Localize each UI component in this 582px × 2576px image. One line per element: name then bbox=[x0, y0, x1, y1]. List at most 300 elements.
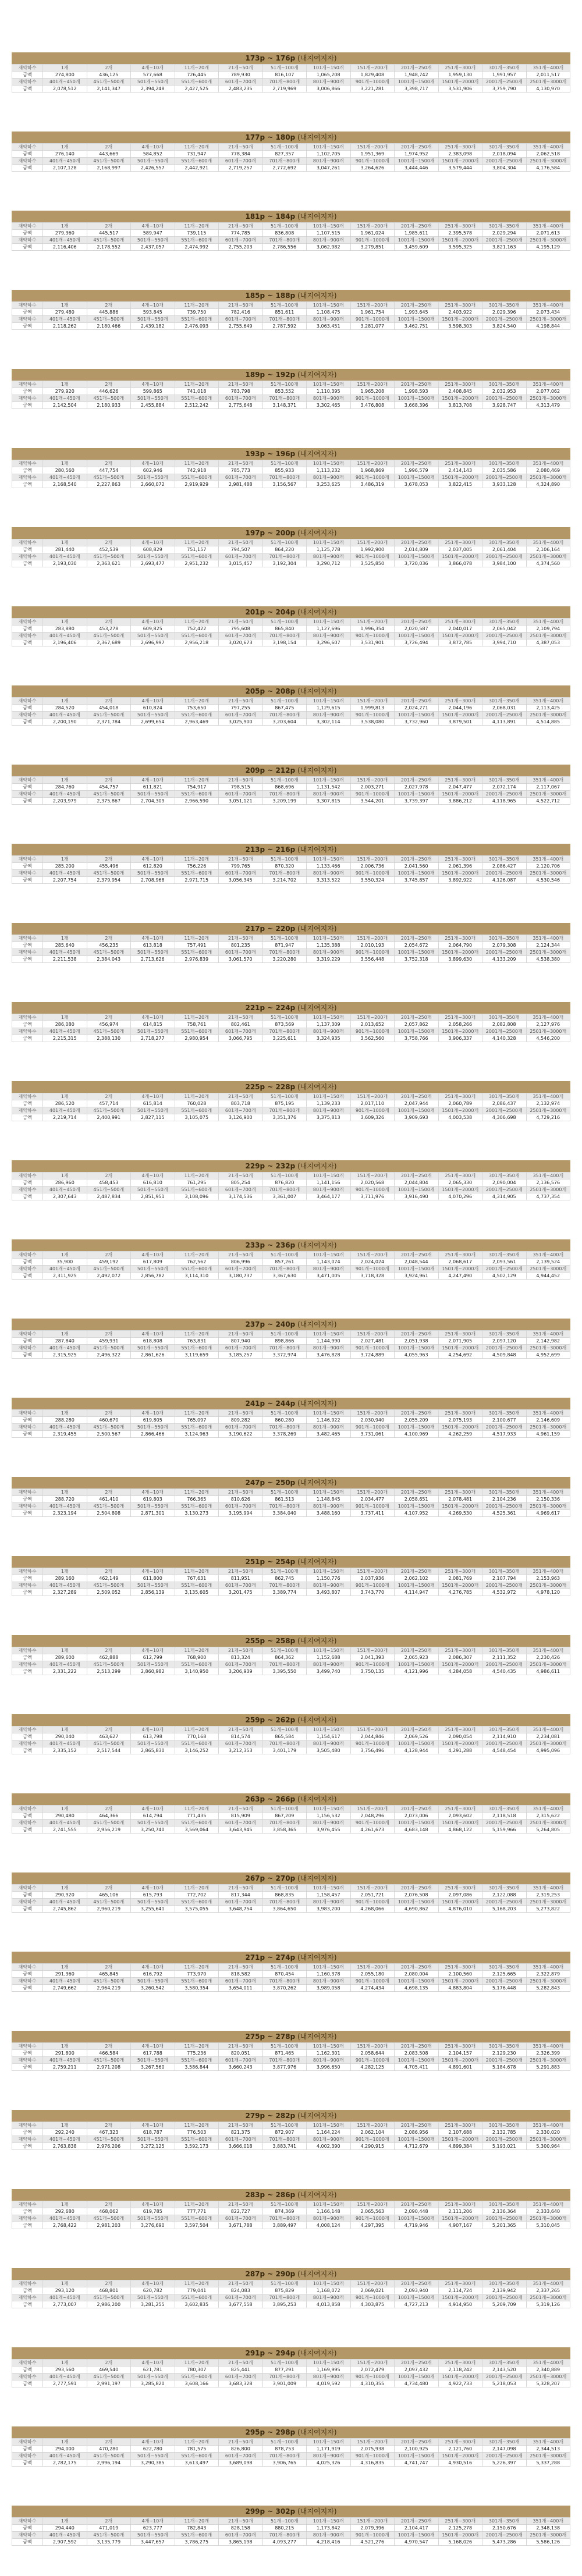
amount-cell: 3,025,900 bbox=[219, 719, 263, 726]
period-cell: 11개~20개 bbox=[175, 1410, 219, 1417]
period-cell: 201개~250개 bbox=[395, 1885, 439, 1892]
amount-cell: 2,211,538 bbox=[43, 956, 87, 963]
period-cell: 301개~350개 bbox=[482, 144, 527, 151]
period-cell: 2개 bbox=[87, 460, 131, 467]
period-cell: 451개~500개 bbox=[87, 1186, 131, 1193]
amount-cell: 762,562 bbox=[175, 1259, 219, 1266]
period-cell: 2개 bbox=[87, 2439, 131, 2446]
period-cell: 2개 bbox=[87, 65, 131, 72]
period-cell: 451개~500개 bbox=[87, 1740, 131, 1747]
amount-cell: 1,166,148 bbox=[307, 2208, 351, 2215]
amount-cell: 4,374,560 bbox=[526, 560, 570, 567]
amount-cell: 3,324,935 bbox=[307, 1035, 351, 1042]
period-cell: 601개~700개 bbox=[219, 2453, 263, 2460]
period-cell: 2501개~3000개 bbox=[526, 1503, 570, 1510]
section-title: 299p ~ 302p bbox=[245, 2507, 296, 2515]
period-cell: 451개~500개 bbox=[87, 2294, 131, 2301]
amount-cell: 2,118,242 bbox=[438, 2367, 482, 2374]
period-cell: 51개~100개 bbox=[262, 2122, 307, 2129]
section-title: 173p ~ 176p bbox=[245, 54, 296, 62]
period-cell: 2001개~2500개 bbox=[482, 1266, 527, 1273]
amount-cell: 2,773,007 bbox=[43, 2301, 87, 2308]
period-cell: 1501개~2000개 bbox=[438, 1345, 482, 1352]
period-cell: 401개~450개 bbox=[43, 2374, 87, 2380]
amount-cell: 4,729,216 bbox=[526, 1114, 570, 1121]
amount-cell: 855,933 bbox=[262, 467, 307, 474]
period-cell: 2개 bbox=[87, 1964, 131, 1971]
row-label-period: 재약하수 bbox=[12, 2374, 43, 2380]
period-cell: 501개~550개 bbox=[131, 949, 175, 956]
period-cell: 601개~700개 bbox=[219, 474, 263, 481]
row-label-period: 재약하수 bbox=[12, 1964, 43, 1971]
period-cell: 451개~500개 bbox=[87, 949, 131, 956]
period-cell: 301개~350개 bbox=[482, 1093, 527, 1100]
period-cell: 251개~300개 bbox=[438, 2280, 482, 2287]
amount-cell: 2,960,219 bbox=[87, 1906, 131, 1913]
period-cell: 2501개~3000개 bbox=[526, 1740, 570, 1747]
row-label-period: 재약하수 bbox=[12, 1661, 43, 1668]
period-cell: 2개 bbox=[87, 539, 131, 546]
amount-cell: 821,375 bbox=[219, 2129, 263, 2136]
section-title: 205p ~ 208p bbox=[245, 687, 296, 695]
amount-cell: 865,840 bbox=[262, 626, 307, 633]
amount-cell: 3,444,446 bbox=[395, 165, 439, 172]
amount-cell: 3,550,324 bbox=[350, 877, 395, 884]
period-cell: 401개~450개 bbox=[43, 395, 87, 402]
period-row bbox=[12, 237, 570, 244]
period-cell: 551개~600개 bbox=[175, 633, 219, 639]
amount-cell: 1,173,842 bbox=[307, 2525, 351, 2532]
amount-cell: 4,268,066 bbox=[350, 1906, 395, 1913]
amount-cell: 1,143,074 bbox=[307, 1259, 351, 1266]
amount-cell: 2,215,315 bbox=[43, 1035, 87, 1042]
period-cell: 501개~550개 bbox=[131, 158, 175, 165]
amount-cell: 880,215 bbox=[262, 2525, 307, 2532]
period-cell: 4개~10개 bbox=[131, 1252, 175, 1259]
period-row bbox=[12, 2374, 570, 2380]
amount-cell: 2,047,477 bbox=[438, 784, 482, 791]
amount-cell: 1,948,742 bbox=[395, 72, 439, 79]
period-row bbox=[12, 1503, 570, 1510]
amount-cell: 2,991,197 bbox=[87, 2380, 131, 2387]
section-title: 251p ~ 254p bbox=[245, 1558, 296, 1566]
price-table bbox=[12, 1805, 570, 1834]
amount-cell: 741,018 bbox=[175, 388, 219, 395]
period-cell: 501개~550개 bbox=[131, 1899, 175, 1906]
period-cell: 351개~400개 bbox=[526, 460, 570, 467]
period-cell: 901개~1000개 bbox=[350, 2215, 395, 2222]
amount-cell: 3,556,448 bbox=[350, 956, 395, 963]
amount-cell: 3,296,607 bbox=[307, 639, 351, 646]
amount-cell: 617,788 bbox=[131, 2050, 175, 2057]
period-cell: 11개~20개 bbox=[175, 2201, 219, 2208]
period-cell: 801개~900개 bbox=[307, 712, 351, 719]
section-unit-label: (내지여지자) bbox=[297, 54, 337, 62]
period-cell: 901개~1000개 bbox=[350, 2453, 395, 2460]
price-table bbox=[12, 855, 570, 884]
period-cell: 51개~100개 bbox=[262, 1568, 307, 1575]
row-label-amount: 금액 bbox=[12, 1654, 43, 1661]
row-label-period: 재약하수 bbox=[12, 2294, 43, 2301]
amount-cell: 2,029,396 bbox=[482, 309, 527, 316]
period-row bbox=[12, 158, 570, 165]
amount-cell: 3,759,790 bbox=[482, 86, 527, 93]
period-cell: 51개~100개 bbox=[262, 2043, 307, 2050]
amount-cell: 2,081,769 bbox=[438, 1575, 482, 1582]
amount-cell: 5,218,053 bbox=[482, 2380, 527, 2387]
row-label-amount: 금액 bbox=[12, 2301, 43, 2308]
period-cell: 201개~250개 bbox=[395, 2360, 439, 2367]
period-cell: 501개~550개 bbox=[131, 1582, 175, 1589]
period-cell: 2001개~2500개 bbox=[482, 2294, 527, 2301]
row-label-period: 재약하수 bbox=[12, 856, 43, 863]
price-table bbox=[12, 143, 570, 172]
period-cell: 701개~800개 bbox=[262, 2057, 307, 2064]
amount-cell: 3,983,200 bbox=[307, 1906, 351, 1913]
row-label-amount: 금액 bbox=[12, 323, 43, 330]
period-cell: 1개 bbox=[43, 1014, 87, 1021]
amount-cell: 2,100,677 bbox=[482, 1417, 527, 1424]
period-cell: 21개~50개 bbox=[219, 1252, 263, 1259]
period-cell: 301개~350개 bbox=[482, 65, 527, 72]
period-cell: 451개~500개 bbox=[87, 316, 131, 323]
amount-row bbox=[12, 2208, 570, 2215]
row-label-period: 재약하수 bbox=[12, 2280, 43, 2287]
section-unit-label: (내지여지자) bbox=[297, 687, 337, 695]
amount-cell: 3,994,710 bbox=[482, 639, 527, 646]
amount-cell: 2,227,863 bbox=[87, 481, 131, 488]
amount-cell: 3,906,765 bbox=[262, 2460, 307, 2467]
amount-cell: 2,041,560 bbox=[395, 863, 439, 870]
price-table bbox=[12, 2122, 570, 2150]
amount-cell: 742,918 bbox=[175, 467, 219, 474]
amount-cell: 797,255 bbox=[219, 705, 263, 712]
period-cell: 601개~700개 bbox=[219, 1503, 263, 1510]
period-cell: 2501개~3000개 bbox=[526, 1186, 570, 1193]
section-title: 181p ~ 184p bbox=[245, 212, 296, 221]
row-label-amount: 금액 bbox=[12, 1338, 43, 1345]
period-cell: 601개~700개 bbox=[219, 1740, 263, 1747]
period-row bbox=[12, 2215, 570, 2222]
amount-cell: 2,178,552 bbox=[87, 244, 131, 251]
amount-cell: 878,753 bbox=[262, 2446, 307, 2453]
period-cell: 501개~550개 bbox=[131, 870, 175, 877]
amount-cell: 462,888 bbox=[87, 1654, 131, 1661]
period-row bbox=[12, 223, 570, 230]
amount-cell: 2,755,649 bbox=[219, 323, 263, 330]
amount-cell: 785,773 bbox=[219, 467, 263, 474]
amount-cell: 871,947 bbox=[262, 942, 307, 949]
amount-row bbox=[12, 719, 570, 726]
amount-cell: 4,118,965 bbox=[482, 798, 527, 805]
amount-cell: 820,051 bbox=[219, 2050, 263, 2057]
amount-cell: 4,514,885 bbox=[526, 719, 570, 726]
amount-cell: 2,496,322 bbox=[87, 1352, 131, 1359]
period-cell: 1개 bbox=[43, 2201, 87, 2208]
period-cell: 101개~150개 bbox=[307, 1726, 351, 1733]
row-label-amount: 금액 bbox=[12, 1985, 43, 1992]
period-cell: 701개~800개 bbox=[262, 1740, 307, 1747]
price-section-3 bbox=[12, 211, 570, 251]
period-cell: 351개~400개 bbox=[526, 1489, 570, 1496]
amount-cell: 3,597,504 bbox=[175, 2222, 219, 2229]
amount-cell: 2,093,602 bbox=[438, 1813, 482, 1820]
period-cell: 901개~1000개 bbox=[350, 633, 395, 639]
period-cell: 451개~500개 bbox=[87, 1028, 131, 1035]
amount-cell: 4,176,584 bbox=[526, 165, 570, 172]
period-cell: 451개~500개 bbox=[87, 2374, 131, 2380]
period-cell: 1501개~2000개 bbox=[438, 2453, 482, 2460]
period-cell: 601개~700개 bbox=[219, 1028, 263, 1035]
row-label-period: 재약하수 bbox=[12, 949, 43, 956]
amount-cell: 4,019,592 bbox=[307, 2380, 351, 2387]
section-header bbox=[12, 52, 570, 64]
amount-cell: 1,998,593 bbox=[395, 388, 439, 395]
period-cell: 101개~150개 bbox=[307, 2043, 351, 2050]
amount-cell: 3,201,475 bbox=[219, 1589, 263, 1596]
price-section-21 bbox=[12, 1635, 570, 1675]
amount-cell: 279,480 bbox=[43, 309, 87, 316]
amount-cell: 3,892,922 bbox=[438, 877, 482, 884]
period-cell: 251개~300개 bbox=[438, 2122, 482, 2129]
amount-cell: 4,100,969 bbox=[395, 1431, 439, 1438]
period-cell: 251개~300개 bbox=[438, 1885, 482, 1892]
amount-cell: 2,083,508 bbox=[395, 2050, 439, 2057]
period-cell: 601개~700개 bbox=[219, 79, 263, 86]
period-cell: 201개~250개 bbox=[395, 777, 439, 784]
period-cell: 351개~400개 bbox=[526, 777, 570, 784]
amount-cell: 288,720 bbox=[43, 1496, 87, 1503]
section-header bbox=[12, 765, 570, 776]
period-cell: 201개~250개 bbox=[395, 1726, 439, 1733]
amount-cell: 3,447,657 bbox=[131, 2539, 175, 2546]
period-cell: 351개~400개 bbox=[526, 1964, 570, 1971]
amount-cell: 4,734,480 bbox=[395, 2380, 439, 2387]
amount-cell: 2,331,222 bbox=[43, 1668, 87, 1675]
period-cell: 601개~700개 bbox=[219, 1820, 263, 1827]
amount-cell: 2,384,043 bbox=[87, 956, 131, 963]
amount-cell: 807,940 bbox=[219, 1338, 263, 1345]
row-label-amount: 금액 bbox=[12, 2129, 43, 2136]
amount-cell: 760,028 bbox=[175, 1100, 219, 1107]
price-section-16 bbox=[12, 1239, 570, 1280]
amount-cell: 3,575,055 bbox=[175, 1906, 219, 1913]
price-table bbox=[12, 301, 570, 330]
period-cell: 351개~400개 bbox=[526, 1093, 570, 1100]
period-cell: 801개~900개 bbox=[307, 316, 351, 323]
amount-cell: 3,214,702 bbox=[262, 877, 307, 884]
period-cell: 11개~20개 bbox=[175, 1093, 219, 1100]
amount-cell: 615,814 bbox=[131, 1100, 175, 1107]
amount-cell: 3,758,766 bbox=[395, 1035, 439, 1042]
amount-cell: 468,062 bbox=[87, 2208, 131, 2215]
amount-cell: 2,333,640 bbox=[526, 2208, 570, 2215]
row-label-period: 재약하수 bbox=[12, 2215, 43, 2222]
amount-cell: 2,058,651 bbox=[395, 1496, 439, 1503]
period-cell: 1개 bbox=[43, 856, 87, 863]
period-cell: 501개~550개 bbox=[131, 2453, 175, 2460]
period-cell: 351개~400개 bbox=[526, 2280, 570, 2287]
amount-cell: 3,140,950 bbox=[175, 1668, 219, 1675]
amount-cell: 2,919,929 bbox=[175, 481, 219, 488]
amount-row bbox=[12, 956, 570, 963]
period-cell: 801개~900개 bbox=[307, 1107, 351, 1114]
amount-cell: 1,996,354 bbox=[350, 626, 395, 633]
amount-cell: 3,813,708 bbox=[438, 402, 482, 409]
amount-cell: 2,114,910 bbox=[482, 1733, 527, 1740]
amount-cell: 3,804,304 bbox=[482, 165, 527, 172]
amount-cell: 756,226 bbox=[175, 863, 219, 870]
period-cell: 401개~450개 bbox=[43, 1820, 87, 1827]
period-cell: 801개~900개 bbox=[307, 158, 351, 165]
period-cell: 4개~10개 bbox=[131, 1172, 175, 1179]
row-label-period: 재약하수 bbox=[12, 1820, 43, 1827]
amount-cell: 816,107 bbox=[262, 72, 307, 79]
amount-cell: 1,959,130 bbox=[438, 72, 482, 79]
amount-cell: 460,670 bbox=[87, 1417, 131, 1424]
section-unit-label: (내지여지자) bbox=[297, 2270, 337, 2278]
period-cell: 151개~200개 bbox=[350, 1489, 395, 1496]
period-cell: 251개~300개 bbox=[438, 2439, 482, 2446]
price-section-6 bbox=[12, 448, 570, 488]
price-table bbox=[12, 1172, 570, 1200]
price-table bbox=[12, 2359, 570, 2387]
period-cell: 451개~500개 bbox=[87, 1978, 131, 1985]
period-row bbox=[12, 2294, 570, 2301]
amount-cell: 5,273,822 bbox=[526, 1906, 570, 1913]
row-label-period: 재약하수 bbox=[12, 223, 43, 230]
amount-cell: 2,118,262 bbox=[43, 323, 87, 330]
amount-cell: 2,509,052 bbox=[87, 1589, 131, 1596]
amount-cell: 1,065,208 bbox=[307, 72, 351, 79]
amount-cell: 3,260,542 bbox=[131, 1985, 175, 1992]
period-cell: 701개~800개 bbox=[262, 1899, 307, 1906]
period-cell: 551개~600개 bbox=[175, 2374, 219, 2380]
amount-cell: 3,678,053 bbox=[395, 481, 439, 488]
row-label-amount: 금액 bbox=[12, 1813, 43, 1820]
amount-cell: 5,176,448 bbox=[482, 1985, 527, 1992]
amount-cell: 2,363,621 bbox=[87, 560, 131, 567]
amount-cell: 619,805 bbox=[131, 1417, 175, 1424]
period-cell: 1개 bbox=[43, 1331, 87, 1338]
period-cell: 351개~400개 bbox=[526, 381, 570, 388]
period-cell: 601개~700개 bbox=[219, 2532, 263, 2539]
period-cell: 151개~200개 bbox=[350, 381, 395, 388]
amount-cell: 3,743,770 bbox=[350, 1589, 395, 1596]
row-label-amount: 금액 bbox=[12, 2539, 43, 2546]
period-cell: 11개~20개 bbox=[175, 144, 219, 151]
amount-cell: 782,843 bbox=[175, 2525, 219, 2532]
period-cell: 151개~200개 bbox=[350, 539, 395, 546]
amount-cell: 2,180,933 bbox=[87, 402, 131, 409]
amount-cell: 1,148,845 bbox=[307, 1496, 351, 1503]
period-cell: 51개~100개 bbox=[262, 2360, 307, 2367]
period-cell: 11개~20개 bbox=[175, 2360, 219, 2367]
period-cell: 1501개~2000개 bbox=[438, 2215, 482, 2222]
period-cell: 201개~250개 bbox=[395, 1647, 439, 1654]
period-cell: 2501개~3000개 bbox=[526, 2532, 570, 2539]
amount-cell: 5,291,883 bbox=[526, 2064, 570, 2071]
amount-row bbox=[12, 467, 570, 474]
amount-cell: 2,058,266 bbox=[438, 1021, 482, 1028]
amount-cell: 3,608,166 bbox=[175, 2380, 219, 2387]
amount-cell: 1,133,466 bbox=[307, 863, 351, 870]
amount-cell: 875,829 bbox=[262, 2287, 307, 2294]
period-cell: 2001개~2500개 bbox=[482, 1661, 527, 1668]
amount-row bbox=[12, 1259, 570, 1266]
period-cell: 1501개~2000개 bbox=[438, 2057, 482, 2064]
period-cell: 551개~600개 bbox=[175, 1107, 219, 1114]
period-cell: 901개~1000개 bbox=[350, 316, 395, 323]
amount-cell: 4,548,454 bbox=[482, 1747, 527, 1754]
period-cell: 351개~400개 bbox=[526, 1172, 570, 1179]
row-label-period: 재약하수 bbox=[12, 2532, 43, 2539]
period-cell: 801개~900개 bbox=[307, 2215, 351, 2222]
period-cell: 351개~400개 bbox=[526, 539, 570, 546]
amount-cell: 2,097,120 bbox=[482, 1338, 527, 1345]
section-header bbox=[12, 1002, 570, 1014]
amount-cell: 3,062,982 bbox=[307, 244, 351, 251]
amount-cell: 464,366 bbox=[87, 1813, 131, 1820]
period-cell: 301개~350개 bbox=[482, 1726, 527, 1733]
period-cell: 251개~300개 bbox=[438, 1568, 482, 1575]
amount-cell: 2,383,098 bbox=[438, 151, 482, 158]
period-cell: 551개~600개 bbox=[175, 1186, 219, 1193]
row-label-period: 재약하수 bbox=[12, 698, 43, 705]
period-cell: 21개~50개 bbox=[219, 1726, 263, 1733]
period-cell: 2501개~3000개 bbox=[526, 1028, 570, 1035]
price-section-7 bbox=[12, 527, 570, 567]
amount-cell: 2,759,211 bbox=[43, 2064, 87, 2071]
amount-cell: 2,388,130 bbox=[87, 1035, 131, 1042]
period-cell: 51개~100개 bbox=[262, 1093, 307, 1100]
period-cell: 451개~500개 bbox=[87, 1266, 131, 1273]
amount-cell: 2,196,406 bbox=[43, 639, 87, 646]
period-cell: 1501개~2000개 bbox=[438, 1978, 482, 1985]
section-unit-label: (내지여지자) bbox=[297, 1320, 337, 1328]
amount-cell: 3,906,337 bbox=[438, 1035, 482, 1042]
amount-cell: 3,677,558 bbox=[219, 2301, 263, 2308]
row-label-amount: 금액 bbox=[12, 1747, 43, 1754]
period-cell: 11개~20개 bbox=[175, 856, 219, 863]
price-section-30 bbox=[12, 2347, 570, 2387]
amount-row bbox=[12, 1338, 570, 1345]
amount-cell: 2,054,672 bbox=[395, 942, 439, 949]
period-cell: 351개~400개 bbox=[526, 2122, 570, 2129]
amount-row bbox=[12, 1193, 570, 1200]
period-cell: 351개~400개 bbox=[526, 2201, 570, 2208]
amount-cell: 3,683,328 bbox=[219, 2380, 263, 2387]
row-label-period: 재약하수 bbox=[12, 870, 43, 877]
period-cell: 801개~900개 bbox=[307, 1820, 351, 1827]
amount-cell: 2,719,257 bbox=[219, 165, 263, 172]
period-cell: 901개~1000개 bbox=[350, 1028, 395, 1035]
amount-cell: 2,704,309 bbox=[131, 798, 175, 805]
amount-cell: 2,400,991 bbox=[87, 1114, 131, 1121]
period-cell: 351개~400개 bbox=[526, 1885, 570, 1892]
amount-cell: 1,137,309 bbox=[307, 1021, 351, 1028]
amount-cell: 739,115 bbox=[175, 230, 219, 237]
amount-cell: 2,121,760 bbox=[438, 2446, 482, 2453]
period-cell: 801개~900개 bbox=[307, 870, 351, 877]
amount-row bbox=[12, 1100, 570, 1107]
period-cell: 101개~150개 bbox=[307, 1806, 351, 1813]
period-cell: 2001개~2500개 bbox=[482, 237, 527, 244]
amount-cell: 2,079,308 bbox=[482, 942, 527, 949]
row-label-amount: 금액 bbox=[12, 2222, 43, 2229]
price-section-19 bbox=[12, 1477, 570, 1517]
amount-cell: 2,122,088 bbox=[482, 1892, 527, 1899]
